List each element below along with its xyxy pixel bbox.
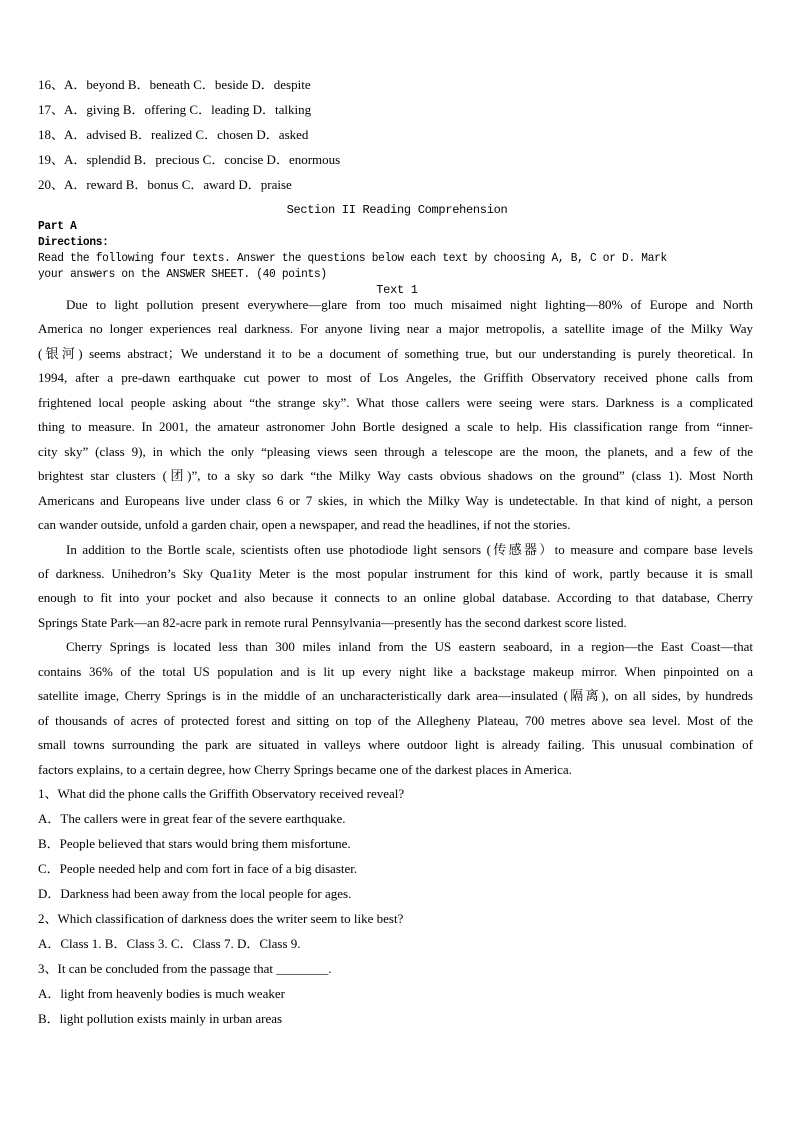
paragraph-line: satellite image, Cherry Springs is in the middle of an uncharacteristically dark area—insulated (隔离), on all sides, by hundreds xyxy=(38,688,753,704)
cloze-option-line: 20、A．reward B．bonus C．award D．praise xyxy=(38,177,292,192)
paragraph-line: small towns surrounding the park are situated in valleys where outdoor light is already failing. This unusual combination of xyxy=(38,737,753,753)
question-line: 3、It can be concluded from the passage that ________. xyxy=(38,961,332,976)
paragraph-line: thing to measure. In 2001, the amateur astronomer John Bortle designed a scale to help. His classification range from “inner- xyxy=(38,419,753,435)
question-line: 2、Which classification of darkness does the writer seem to like best? xyxy=(38,911,404,926)
paragraph-line: contains 36% of the total US population and is lit up every night like a backstage makeup mirror. When pinpointed on a xyxy=(38,663,753,679)
paragraph-line: Americans and Europeans live under class 6 or 7 skies, in which the Milky Way is undetectable. In that kind of night, a person xyxy=(38,492,753,508)
cloze-option-line: 16、A．beyond B．beneath C．beside D．despite xyxy=(38,77,311,92)
question-line: A．light from heavenly bodies is much weaker xyxy=(38,986,285,1001)
paragraph-line: (银河) seems abstract；We understand it to be a document of something true, but our understanding is purely theoretical. In xyxy=(38,345,753,361)
question-line: B．light pollution exists mainly in urban areas xyxy=(38,1011,283,1026)
directions-text: Read the following four texts. Answer the questions below each text by choosing A, B, C or D. Mark xyxy=(38,251,667,265)
paragraph-line: America no longer experiences real darkness. For anyone living near a major metropolis, a satellite image of the Milky Way xyxy=(38,321,753,337)
paragraph-line: of thousands of acres of protected forest and sitting on top of the Allegheny Plateau, 700 metres above sea level. Most of the xyxy=(38,712,753,728)
part-heading: Part A xyxy=(38,219,77,233)
question-line: A．The callers were in great fear of the severe earthquake. xyxy=(38,811,346,826)
section-title: Section II Reading Comprehension xyxy=(286,203,508,217)
paragraph-line: can wander outside, unfold a garden chair, open a newspaper, and read the headlines, if not the stories. xyxy=(38,517,571,533)
cloze-option-line: 17、A．giving B．offering C．leading D．talking xyxy=(38,102,312,117)
paragraph-line: 1994, after a pre-dawn earthquake cut power to most of Los Angeles, the Griffith Observatory received phone calls from xyxy=(38,370,753,386)
directions-text: your answers on the ANSWER SHEET. (40 points) xyxy=(38,267,327,281)
question-line: C．People needed help and com fort in face of a big disaster. xyxy=(38,861,358,876)
paragraph-line: Springs State Park—an 82-acre park in remote rural Pennsylvania—presently has the second darkest score listed. xyxy=(38,614,627,630)
cloze-option-line: 18、A．advised B．realized C．chosen D．asked xyxy=(38,127,309,142)
question-line: A．Class 1. B．Class 3. C．Class 7. D．Class 9. xyxy=(38,936,301,951)
paragraph-line: city sky” (class 9), in which the only “pleasing views seen through a telescope are the moon, the planets, and a few of the xyxy=(38,443,753,459)
paragraph-line: frightened local people asking about “the strange sky”. What those callers were seeing were stars. Darkness is a complicated xyxy=(38,394,753,410)
question-line: D．Darkness had been away from the local people for ages. xyxy=(38,886,352,901)
paragraph-line: factors explains, to a certain degree, how Cherry Springs became one of the darkest places in America. xyxy=(38,761,572,777)
paragraph-line: In addition to the Bortle scale, scientists often use photodiode light sensors (传感器）to measure and compare base levels xyxy=(66,541,753,557)
paragraph-line: enough to fit into your pocket and also because it connects to an online global database. According to that database, Cherry xyxy=(38,590,753,606)
paragraph-line: of darkness. Unihedron’s Sky Qua1ity Meter is the most popular instrument for this kind of work, partly because it is small xyxy=(38,565,753,581)
directions-label: Directions: xyxy=(38,235,109,249)
cloze-option-line: 19、A．splendid B．precious C．concise D．enormous xyxy=(38,152,341,167)
question-line: B．People believed that stars would bring them misfortune. xyxy=(38,836,351,851)
text-title: Text 1 xyxy=(376,283,418,297)
paragraph-line: Due to light pollution present everywhere—glare from too much misaimed night lighting—80% of Europe and North xyxy=(66,297,753,312)
question-line: 1、What did the phone calls the Griffith Observatory received reveal? xyxy=(38,786,405,801)
paragraph-line: brightest star clusters (团)”, to a sky so dark “the Milky Way casts obvious shadows on the ground” (class 1). Most North xyxy=(38,468,753,484)
paragraph-line: Cherry Springs is located less than 300 miles inland from the US eastern seaboard, in a region—the East Coast—that xyxy=(66,639,753,655)
